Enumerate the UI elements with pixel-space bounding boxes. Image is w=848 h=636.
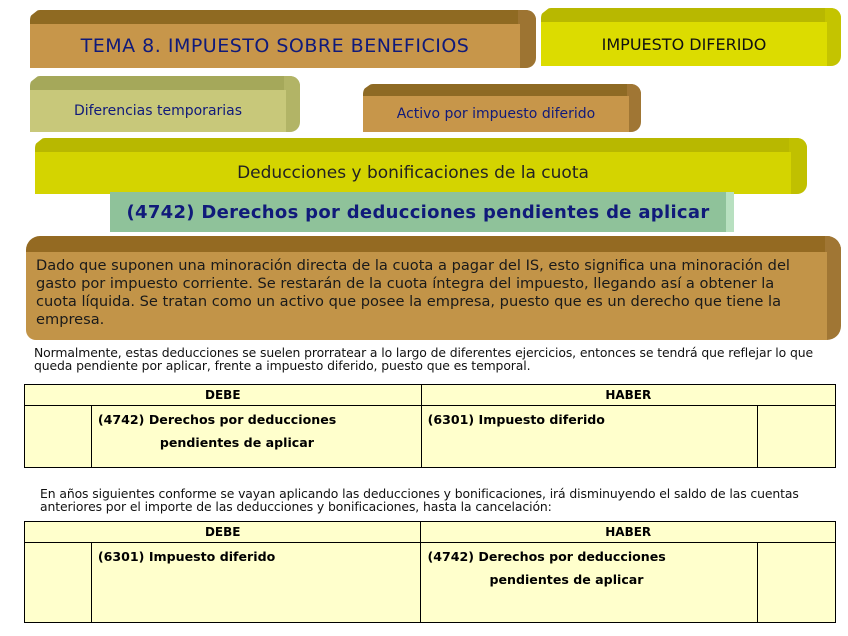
explanation-box [26, 236, 841, 340]
debe-account-line1: (4742) Derechos por deducciones [97, 412, 337, 427]
topic-deducciones-bonificaciones[interactable] [35, 138, 807, 194]
note-cancelacion: En años siguientes conforme se vayan aplicando las deducciones y bonificaciones, irá disminuyendo el saldo de las cuentas anteriores por el importe de las deducciones y bonificaciones, hasta la cancelación: [40, 486, 799, 514]
journal-entry-table-2 [24, 521, 836, 623]
section-heading-box [110, 192, 734, 232]
subject-banner [541, 8, 841, 66]
debe-account-cell [91, 543, 421, 623]
table-header-row [25, 522, 836, 543]
topic-deducciones-label: Deducciones y bonificaciones de la cuota [35, 152, 791, 194]
haber-account-cell [421, 543, 758, 623]
debe-amount-cell [25, 543, 92, 623]
haber-account-line1: (6301) Impuesto diferido [427, 412, 605, 427]
haber-amount-cell [758, 543, 836, 623]
haber-amount-cell [758, 406, 836, 468]
haber-header: HABER [421, 385, 835, 406]
topic-diferencias-label: Diferencias temporarias [30, 90, 286, 132]
explanation-text: Dado que suponen una minoración directa de la cuota a pagar del IS, esto significa una minoración del gasto por impuesto corriente. Se restarán de la cuota íntegra del impuesto, llegando así a obtener la cuota líquida. Se tratan como un activo que posee la empresa, puesto que es un derecho que tiene la empresa. [26, 252, 827, 340]
debe-account-line2: pendientes de aplicar [159, 435, 314, 450]
debe-header: DEBE [25, 522, 421, 543]
table-row [25, 406, 836, 468]
page-title: TEMA 8. IMPUESTO SOBRE BENEFICIOS [30, 24, 520, 68]
section-heading: (4742) Derechos por deducciones pendientes de aplicar [110, 192, 726, 232]
table-header-row [25, 385, 836, 406]
debe-header: DEBE [25, 385, 422, 406]
journal-entry-table-1 [24, 384, 836, 468]
debe-amount-cell [25, 406, 92, 468]
haber-header: HABER [421, 522, 836, 543]
table-row [25, 543, 836, 623]
topic-diferencias-temporarias[interactable] [30, 76, 300, 132]
debe-account-line1: (6301) Impuesto diferido [97, 549, 276, 564]
subject-label: IMPUESTO DIFERIDO [541, 22, 827, 66]
haber-account-cell [421, 406, 758, 468]
haber-account-line1: (4742) Derechos por deducciones [427, 549, 666, 564]
note-prorrateo: Normalmente, estas deducciones se suelen prorratear a lo largo de diferentes ejercicios, entonces se tendrá que reflejar lo que queda pendiente por aplicar, frente a impuesto diferido, puesto que es temporal. [34, 345, 814, 373]
debe-account-cell [91, 406, 421, 468]
topic-activo-impuesto-diferido[interactable] [363, 84, 641, 132]
topic-activo-label: Activo por impuesto diferido [363, 96, 629, 132]
haber-account-line2: pendientes de aplicar [489, 572, 644, 587]
title-banner [30, 10, 536, 68]
